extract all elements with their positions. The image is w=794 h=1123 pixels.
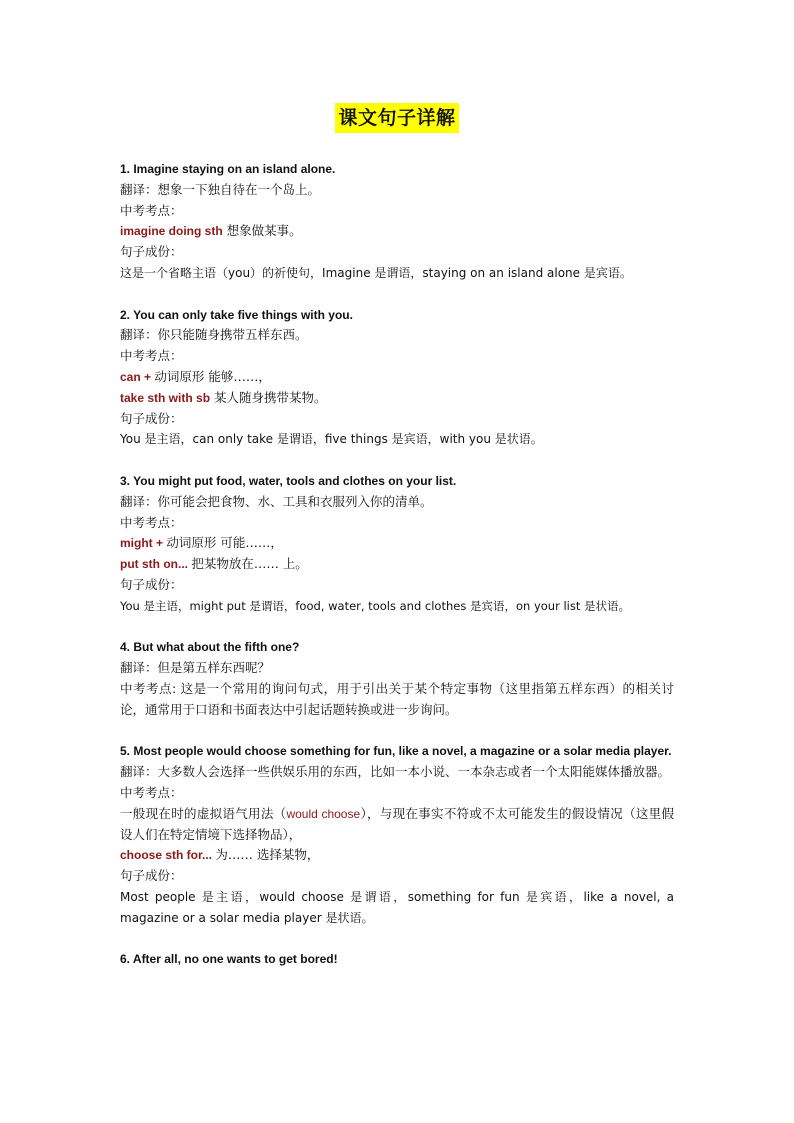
keyword-desc: 把某物放在…… 上。 xyxy=(191,556,308,572)
key-point-label: 中考考点： xyxy=(120,784,183,800)
key-point-post: ），与现在事实不符或不太可能发生的假设情况（这里假设人们在特定情境下选择物品）， xyxy=(120,805,674,842)
translation: 翻译：但是第五样东西呢？ xyxy=(120,660,271,676)
key-point-label: 中考考点： xyxy=(120,348,183,364)
keyword-desc: 动词原形 能够……， xyxy=(154,368,271,384)
sentence-text: 1. Imagine staying on an island alone. xyxy=(120,162,336,176)
keyword: put sth on... xyxy=(120,557,192,572)
component-analysis: 这是一个省略主语（you）的祈使句，Imagine 是谓语，staying on an island alone 是宾语。 xyxy=(120,265,632,280)
page-title: 课文句子详解 xyxy=(335,103,458,133)
translation: 翻译：想象一下独自待在一个岛上。 xyxy=(120,181,321,197)
sentence-item-1 xyxy=(120,159,674,284)
key-point xyxy=(120,221,674,242)
keyword: choose sth for... xyxy=(120,848,216,863)
sentence-item-6 xyxy=(120,949,674,970)
translation: 翻译：大多数人会选择一些供娱乐用的东西，比如一本小说、一本杂志或者一个太阳能媒体播放器。 xyxy=(120,764,671,780)
sentence-item-3 xyxy=(120,471,674,617)
keyword: can + xyxy=(120,369,155,384)
keyword: take sth with sb xyxy=(120,390,211,405)
component-label: 句子成份： xyxy=(120,868,183,884)
sentence-item-2 xyxy=(120,305,674,451)
key-point-paragraph: 中考考点: 这是一个常用的询问句式，用于引出关于某个特定事物（这里指第五样东西）的相关讨论，通常用于口语和书面表达中引起话题转换或进一步询问。 xyxy=(120,680,674,717)
keyword: imagine doing sth xyxy=(120,224,223,239)
key-point xyxy=(120,533,674,554)
sentence-text: 5. Most people would choose something for fun, like a novel, a magazine or a solar media player. xyxy=(120,744,672,759)
sentence-item-4 xyxy=(120,637,674,720)
sentence-text: 3. You might put food, water, tools and clothes on your list. xyxy=(120,473,457,488)
sentence-text: 2. You can only take five things with you. xyxy=(120,307,353,322)
key-point xyxy=(120,554,674,575)
keyword: might + xyxy=(120,536,167,551)
translation: 翻译：你可能会把食物、水、工具和衣服列入你的清单。 xyxy=(120,493,433,509)
component-label: 句子成份： xyxy=(120,576,183,592)
keyword-desc: 动词原形 可能……， xyxy=(166,535,283,551)
sentence-text: 6. After all, no one wants to get bored! xyxy=(120,952,338,967)
key-point xyxy=(120,388,674,409)
component-label: 句子成份： xyxy=(120,410,183,426)
key-point-label: 中考考点： xyxy=(120,202,183,218)
content-body xyxy=(120,159,674,970)
key-point xyxy=(120,845,674,866)
component-analysis: You 是主语，can only take 是谓语，five things 是宾语，with you 是状语。 xyxy=(120,432,543,447)
key-point-label: 中考考点： xyxy=(120,514,183,530)
component-label: 句子成份： xyxy=(120,244,183,260)
component-analysis: You 是主语，might put 是谓语，food, water, tools and clothes 是宾语，on your list 是状语。 xyxy=(120,598,631,613)
key-point xyxy=(120,367,674,388)
component-analysis: Most people 是主语，would choose 是谓语，something for fun 是宾语，like a novel, a magazine or a solar media player 是状语。 xyxy=(120,889,674,925)
sentence-item-5 xyxy=(120,741,674,928)
keyword-desc: 某人随身携带某物。 xyxy=(210,389,327,405)
sentence-text: 4. But what about the fifth one? xyxy=(120,640,300,655)
keyword-desc: 想象做某事。 xyxy=(222,223,302,239)
title-container xyxy=(0,103,794,133)
translation: 翻译：你只能随身携带五样东西。 xyxy=(120,327,308,343)
keyword-desc: 为…… 选择某物， xyxy=(215,847,320,863)
key-point-paragraph xyxy=(120,804,674,846)
keyword-inline: would choose xyxy=(286,806,361,821)
key-point-pre: 一般现在时的虚拟语气用法（ xyxy=(120,805,287,821)
